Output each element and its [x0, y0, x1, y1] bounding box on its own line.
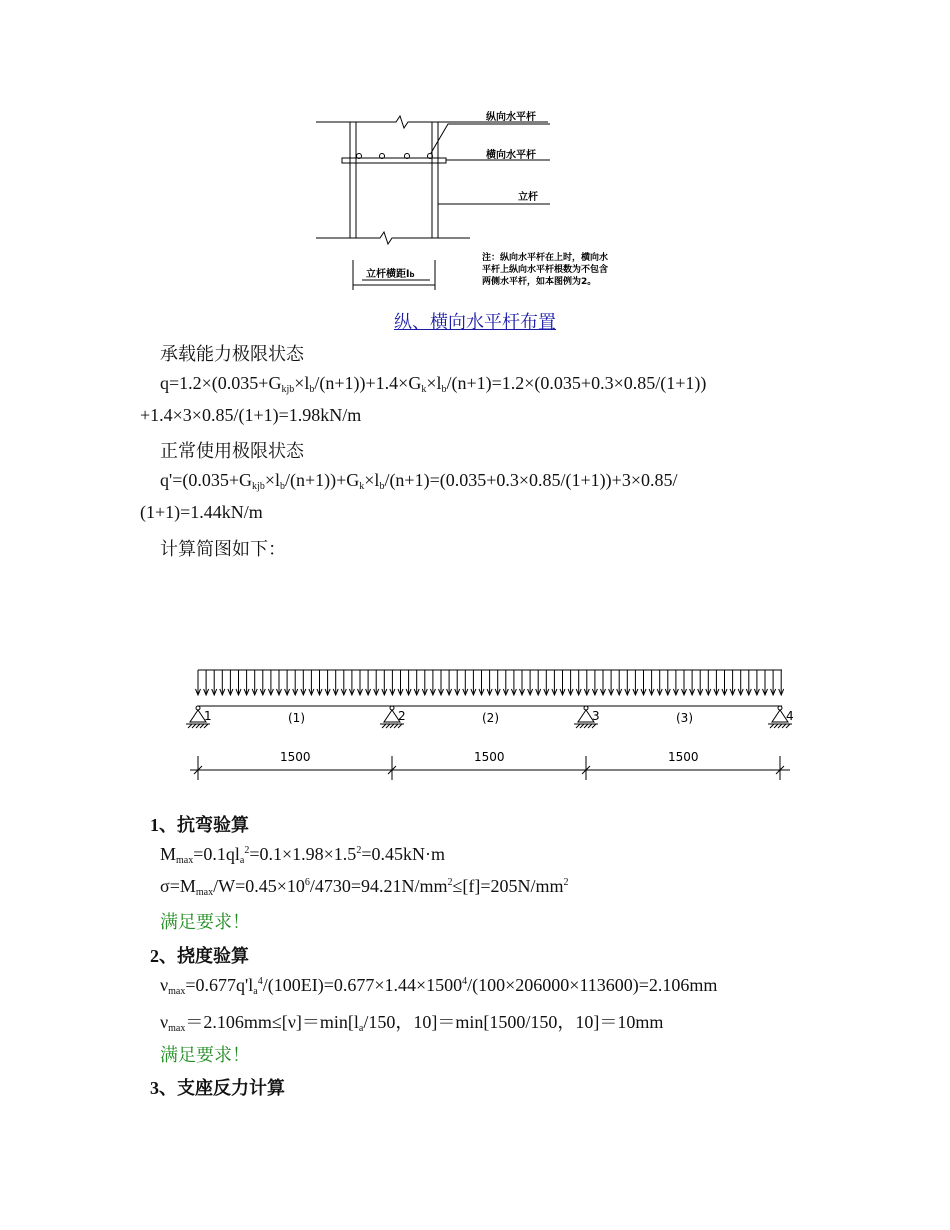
moment-formula: $M_{max}=0.1ql_a^2=0.1\times 1.98\times 1.5^2=0.45kN\cdot m$ [160, 844, 445, 866]
check1-title: 1、抗弯验算 [150, 815, 249, 835]
deflection-formula: $\nu_{max}=0.677q'l_a^4/(100EI)=0.677\times 1.44\times 1500^4/(100\times 206000\times 113600)=2.106mm$ [160, 975, 718, 997]
span-label-3: (3) [676, 711, 693, 725]
stress-formula: $\sigma=M_{max}/W=0.45\times 10^6/4730=94.21N/mm^2\le[f]=205N/mm^2$ [160, 876, 569, 898]
distributed-load [196, 670, 784, 695]
section-bearing-capacity: 承载能力极限状态 [160, 344, 304, 364]
dimension-label-2: 1500 [474, 750, 505, 764]
span-label-1: (1) [288, 711, 305, 725]
diagram-intro: 计算简图如下： [160, 539, 286, 559]
span-label-2: (2) [482, 711, 499, 725]
check1-result: 满足要求！ [160, 912, 250, 932]
check2-result: 满足要求！ [160, 1045, 250, 1065]
label-transverse-bar: 横向水平杆 [486, 150, 536, 161]
dimension-label-1: 1500 [280, 750, 311, 764]
note-line-3: 两侧水平杆，如本图例为2。 [482, 277, 597, 287]
label-spacing: 立杆横距lb [366, 269, 415, 280]
support-label-2: 2 [398, 709, 406, 723]
note-line-1: 注：纵向水平杆在上时，横向水 [482, 253, 609, 263]
support-label-4: 4 [786, 709, 794, 723]
qp-formula-line2: (1+1)=1.44kN/m [140, 502, 263, 522]
bar-layout-figure [300, 100, 650, 300]
q-formula-line1: $q=1.2\times(0.035+G_{kjb}\times l_b/(n+1))+1.4\times G_k\times l_b/(n+1)=1.2\times(0.035+0.3\times 0.85/(1+1))$ [160, 373, 707, 395]
dimension-label-3: 1500 [668, 750, 699, 764]
label-upright: 立杆 [518, 192, 538, 203]
qp-formula-line1: $q'=(0.035+G_{kjb}\times l_b/(n+1))+G_k\times l_b/(n+1)=(0.035+0.3\times 0.85/(1+1))+3\times 0.85/$ [160, 470, 678, 492]
deflection-limit-formula: $\nu_{max}=2.106mm\le[\nu]=\min[l_a/150$，10]＝min[1500/150，10]＝10mm [160, 1012, 664, 1034]
section-serviceability: 正常使用极限状态 [160, 441, 304, 461]
figure-caption: 纵、横向水平杆布置 [394, 312, 556, 332]
beam-diagram [180, 660, 800, 790]
check2-title: 2、挠度验算 [150, 946, 249, 966]
note-line-2: 平杆上纵向水平杆根数为不包含 [482, 265, 609, 275]
label-longitudinal-bar: 纵向水平杆 [486, 112, 536, 123]
check3-title: 3、支座反力计算 [150, 1078, 285, 1098]
q-formula-line2: +1.4×3×0.85/(1+1)=1.98kN/m [140, 405, 362, 425]
support-label-1: 1 [204, 709, 212, 723]
support-label-3: 3 [592, 709, 600, 723]
